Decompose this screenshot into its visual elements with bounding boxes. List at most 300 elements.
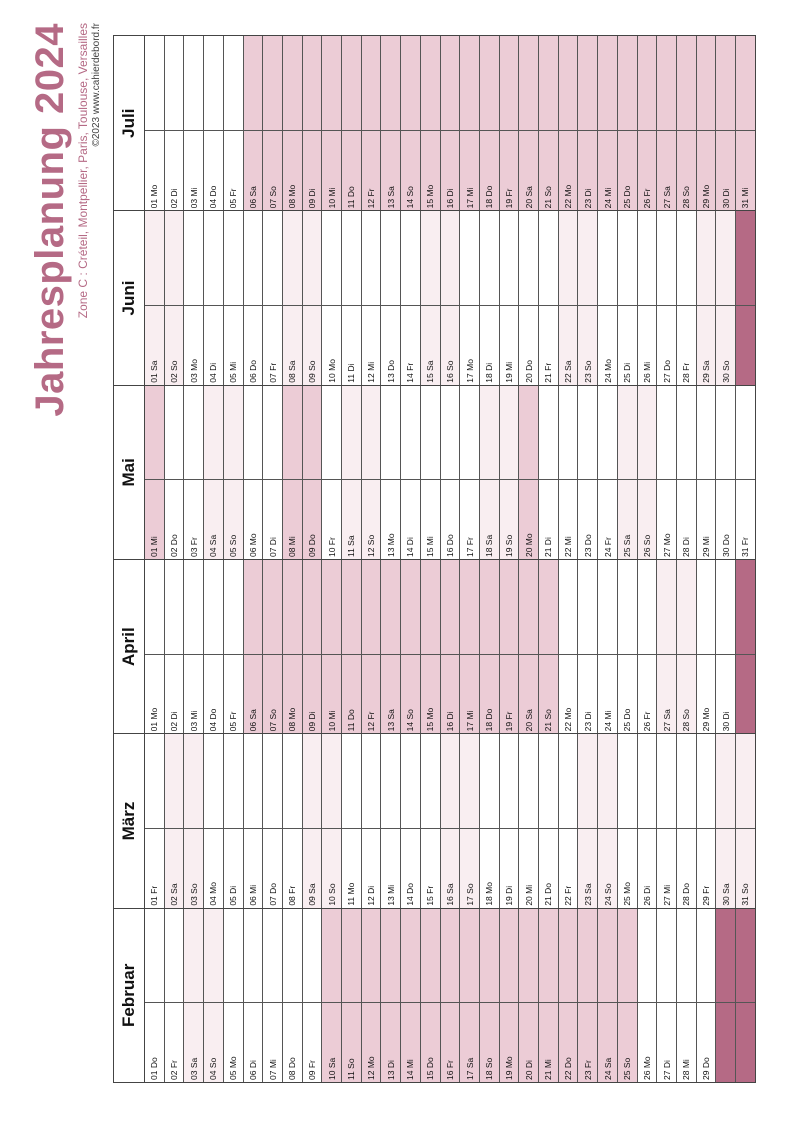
day-label: 05 Fr (224, 130, 243, 210)
day-note-cell (362, 36, 381, 130)
day-label: 10 Mi (322, 654, 341, 734)
day-label: 29 Mo (697, 654, 716, 734)
day-label: 12 So (362, 479, 381, 559)
day-label: 21 Do (539, 828, 558, 908)
day-note-cell (618, 734, 637, 828)
day-row (263, 560, 283, 733)
day-note-cell (539, 386, 558, 480)
day-note-cell (362, 734, 381, 828)
day-note-cell (480, 560, 499, 654)
day-label: 24 So (598, 828, 617, 908)
day-note-cell (184, 211, 203, 305)
day-label: 16 So (441, 305, 460, 385)
day-note-cell (401, 560, 420, 654)
day-note-cell (184, 909, 203, 1003)
day-note-cell (184, 36, 203, 130)
day-row (716, 386, 736, 559)
day-label: 21 So (539, 130, 558, 210)
day-label: 02 Do (165, 479, 184, 559)
day-note-cell (145, 909, 164, 1003)
day-note-cell (303, 909, 322, 1003)
day-row (263, 386, 283, 559)
day-label: 11 So (342, 1002, 361, 1082)
day-note-cell (539, 734, 558, 828)
day-note-cell (716, 734, 735, 828)
day-note-cell (539, 211, 558, 305)
day-label: 20 Mo (519, 479, 538, 559)
day-row (598, 386, 618, 559)
copyright-text: ©2023 www.cahierdebord.fr (91, 23, 102, 147)
day-row (303, 36, 323, 210)
day-note-cell (598, 36, 617, 130)
day-row (322, 386, 342, 559)
day-row (244, 734, 264, 907)
day-note-cell (401, 36, 420, 130)
day-row (342, 560, 362, 733)
day-note-cell (263, 36, 282, 130)
day-label: 11 Sa (342, 479, 361, 559)
day-note-cell (362, 386, 381, 480)
day-row (303, 211, 323, 384)
day-row (342, 734, 362, 907)
day-note-cell (381, 211, 400, 305)
day-list (145, 734, 755, 907)
day-note-cell (638, 560, 657, 654)
day-label: 14 So (401, 130, 420, 210)
day-note-cell (559, 560, 578, 654)
day-row (441, 386, 461, 559)
day-label: 19 So (500, 479, 519, 559)
day-row (677, 386, 697, 559)
day-note-cell (204, 560, 223, 654)
day-note-cell (421, 560, 440, 654)
day-note-cell (244, 211, 263, 305)
day-note-cell (204, 734, 223, 828)
day-row (165, 734, 185, 907)
day-note-cell (480, 734, 499, 828)
day-label: 19 Mi (500, 305, 519, 385)
day-row (638, 909, 658, 1082)
day-label: 23 Fr (578, 1002, 597, 1082)
day-list (145, 560, 755, 733)
day-label: 15 Sa (421, 305, 440, 385)
day-note-cell (244, 386, 263, 480)
day-note-cell (401, 386, 420, 480)
day-label: 14 Mi (401, 1002, 420, 1082)
day-label: 31 Fr (736, 479, 755, 559)
day-row (342, 386, 362, 559)
day-label: 08 Mi (283, 479, 302, 559)
day-note-cell (578, 909, 597, 1003)
day-row (618, 36, 638, 210)
day-row (303, 560, 323, 733)
day-label: 11 Di (342, 305, 361, 385)
day-note-cell (697, 909, 716, 1003)
day-label: 19 Di (500, 828, 519, 908)
day-label: 09 Di (303, 654, 322, 734)
day-row (677, 36, 697, 210)
day-note-cell (480, 211, 499, 305)
day-label: 30 Sa (716, 828, 735, 908)
day-label: 15 Fr (421, 828, 440, 908)
day-row (697, 909, 717, 1082)
day-row (460, 734, 480, 907)
day-note-cell (303, 211, 322, 305)
day-row (224, 909, 244, 1082)
month-header: März (114, 734, 145, 907)
day-row (421, 211, 441, 384)
day-label: 14 So (401, 654, 420, 734)
day-note-cell (460, 909, 479, 1003)
day-label: 12 Mi (362, 305, 381, 385)
day-label: 15 Mo (421, 654, 440, 734)
day-note-cell (716, 909, 735, 1003)
day-note-cell (401, 909, 420, 1003)
day-row (165, 386, 185, 559)
day-label: 19 Fr (500, 654, 519, 734)
day-row (224, 211, 244, 384)
day-row (362, 211, 382, 384)
day-row (480, 386, 500, 559)
day-note-cell (480, 36, 499, 130)
day-note-cell (224, 211, 243, 305)
empty-day-row (736, 909, 755, 1082)
day-label (716, 1002, 735, 1082)
day-row (283, 386, 303, 559)
day-row (145, 909, 165, 1082)
day-row (401, 734, 421, 907)
day-note-cell (500, 36, 519, 130)
day-label: 30 Di (716, 130, 735, 210)
day-note-cell (460, 36, 479, 130)
day-row (480, 909, 500, 1082)
day-row (618, 734, 638, 907)
day-label: 04 Do (204, 654, 223, 734)
day-row (263, 36, 283, 210)
day-note-cell (244, 36, 263, 130)
day-note-cell (500, 909, 519, 1003)
day-label: 11 Do (342, 654, 361, 734)
day-row (204, 734, 224, 907)
day-label: 04 Mo (204, 828, 223, 908)
day-note-cell (342, 560, 361, 654)
day-row (204, 560, 224, 733)
day-row (519, 909, 539, 1082)
day-label: 21 Mi (539, 1002, 558, 1082)
day-row (224, 560, 244, 733)
day-row (539, 560, 559, 733)
day-label: 05 Mi (224, 305, 243, 385)
month-header: Juli (114, 36, 145, 210)
day-row (559, 560, 579, 733)
day-row (244, 909, 264, 1082)
day-label: 29 Fr (697, 828, 716, 908)
day-label: 02 Sa (165, 828, 184, 908)
day-note-cell (224, 36, 243, 130)
day-note-cell (677, 560, 696, 654)
day-note-cell (677, 386, 696, 480)
day-label: 23 Do (578, 479, 597, 559)
day-row (500, 386, 520, 559)
day-label: 03 Sa (184, 1002, 203, 1082)
day-row (578, 211, 598, 384)
day-row (263, 734, 283, 907)
day-row (204, 36, 224, 210)
day-row (598, 734, 618, 907)
day-row (244, 36, 264, 210)
day-note-cell (500, 734, 519, 828)
day-note-cell (165, 909, 184, 1003)
day-label: 25 Do (618, 130, 637, 210)
day-note-cell (362, 560, 381, 654)
day-row (677, 560, 697, 733)
day-label: 12 Fr (362, 654, 381, 734)
day-note-cell (145, 211, 164, 305)
day-note-cell (519, 386, 538, 480)
day-note-cell (244, 734, 263, 828)
day-note-cell (697, 36, 716, 130)
day-row (283, 211, 303, 384)
day-label: 01 Mo (145, 130, 164, 210)
day-label: 29 Mo (697, 130, 716, 210)
day-note-cell (283, 909, 302, 1003)
day-label (736, 654, 755, 734)
day-row (460, 909, 480, 1082)
day-label: 28 So (677, 130, 696, 210)
day-label: 13 Sa (381, 654, 400, 734)
day-row (618, 560, 638, 733)
day-label: 26 Mo (638, 1002, 657, 1082)
month-column-februar (114, 908, 755, 1082)
day-note-cell (736, 36, 755, 130)
day-label: 24 Fr (598, 479, 617, 559)
month-column-april (114, 559, 755, 733)
day-row (559, 211, 579, 384)
day-note-cell (736, 734, 755, 828)
day-note-cell (283, 36, 302, 130)
day-note-cell (184, 734, 203, 828)
day-note-cell (381, 909, 400, 1003)
day-row (539, 734, 559, 907)
day-note-cell (204, 909, 223, 1003)
day-note-cell (184, 386, 203, 480)
day-note-cell (638, 386, 657, 480)
day-note-cell (500, 386, 519, 480)
day-note-cell (460, 386, 479, 480)
day-label: 20 Sa (519, 654, 538, 734)
day-note-cell (618, 560, 637, 654)
day-note-cell (657, 909, 676, 1003)
day-note-cell (559, 36, 578, 130)
day-label: 05 Fr (224, 654, 243, 734)
day-label: 01 Sa (145, 305, 164, 385)
day-note-cell (421, 36, 440, 130)
day-row (381, 36, 401, 210)
day-row (460, 560, 480, 733)
day-label: 23 So (578, 305, 597, 385)
day-label: 14 Do (401, 828, 420, 908)
day-note-cell (145, 560, 164, 654)
day-label: 26 Fr (638, 654, 657, 734)
day-label: 01 Do (145, 1002, 164, 1082)
day-note-cell (145, 36, 164, 130)
day-note-cell (559, 909, 578, 1003)
day-note-cell (441, 386, 460, 480)
day-label: 05 So (224, 479, 243, 559)
day-row (559, 36, 579, 210)
day-row (638, 211, 658, 384)
day-note-cell (500, 560, 519, 654)
day-row (145, 734, 165, 907)
day-label: 18 Do (480, 654, 499, 734)
day-label: 15 Mo (421, 130, 440, 210)
day-note-cell (460, 211, 479, 305)
day-row (322, 36, 342, 210)
day-row (638, 386, 658, 559)
day-label: 13 Mi (381, 828, 400, 908)
day-note-cell (697, 560, 716, 654)
day-note-cell (598, 909, 617, 1003)
day-row (657, 36, 677, 210)
day-label: 04 Do (204, 130, 223, 210)
day-label: 22 Do (559, 1002, 578, 1082)
day-label: 07 So (263, 654, 282, 734)
day-note-cell (598, 211, 617, 305)
day-label: 05 Di (224, 828, 243, 908)
day-label: 24 Mo (598, 305, 617, 385)
day-note-cell (401, 211, 420, 305)
day-label: 21 Fr (539, 305, 558, 385)
day-row (578, 386, 598, 559)
day-label: 02 So (165, 305, 184, 385)
day-note-cell (421, 734, 440, 828)
day-label: 22 Fr (559, 828, 578, 908)
day-label: 17 So (460, 828, 479, 908)
day-note-cell (559, 386, 578, 480)
day-label: 13 Sa (381, 130, 400, 210)
day-note-cell (342, 36, 361, 130)
day-note-cell (460, 560, 479, 654)
day-row (638, 560, 658, 733)
day-row (657, 211, 677, 384)
day-note-cell (184, 560, 203, 654)
day-row (165, 36, 185, 210)
month-column-märz (114, 733, 755, 907)
day-note-cell (441, 211, 460, 305)
day-row (657, 909, 677, 1082)
day-label: 10 Sa (322, 1002, 341, 1082)
day-label: 22 Mo (559, 130, 578, 210)
day-note-cell (224, 560, 243, 654)
day-note-cell (697, 386, 716, 480)
day-label: 23 Di (578, 130, 597, 210)
day-note-cell (578, 211, 597, 305)
day-label: 29 Do (697, 1002, 716, 1082)
day-label: 27 Do (657, 305, 676, 385)
day-label: 28 Di (677, 479, 696, 559)
day-note-cell (322, 36, 341, 130)
month-column-juli (114, 36, 755, 210)
day-label: 18 So (480, 1002, 499, 1082)
day-note-cell (519, 211, 538, 305)
day-row (638, 36, 658, 210)
day-note-cell (618, 909, 637, 1003)
day-label: 17 Sa (460, 1002, 479, 1082)
day-note-cell (283, 386, 302, 480)
day-note-cell (598, 560, 617, 654)
day-label: 18 Sa (480, 479, 499, 559)
day-note-cell (421, 909, 440, 1003)
day-row (224, 386, 244, 559)
day-label: 22 Mi (559, 479, 578, 559)
day-label: 28 Fr (677, 305, 696, 385)
day-row (263, 909, 283, 1082)
day-row (736, 734, 755, 907)
day-row (460, 211, 480, 384)
day-note-cell (283, 734, 302, 828)
day-label: 23 Sa (578, 828, 597, 908)
day-note-cell (578, 734, 597, 828)
day-note-cell (657, 734, 676, 828)
day-note-cell (421, 211, 440, 305)
day-note-cell (598, 386, 617, 480)
day-note-cell (263, 386, 282, 480)
page-title: Jahresplanung 2024 (28, 23, 72, 417)
day-note-cell (519, 909, 538, 1003)
day-label: 28 Do (677, 828, 696, 908)
day-row (539, 211, 559, 384)
day-row (519, 386, 539, 559)
day-row (441, 560, 461, 733)
day-note-cell (224, 734, 243, 828)
day-row (204, 909, 224, 1082)
day-label: 17 Mo (460, 305, 479, 385)
day-note-cell (381, 734, 400, 828)
day-label: 20 Di (519, 1002, 538, 1082)
day-row (342, 211, 362, 384)
day-label: 18 Di (480, 305, 499, 385)
day-label: 07 Di (263, 479, 282, 559)
day-label: 30 So (716, 305, 735, 385)
day-note-cell (677, 734, 696, 828)
day-row (421, 734, 441, 907)
day-note-cell (263, 909, 282, 1003)
day-note-cell (322, 211, 341, 305)
day-row (500, 36, 520, 210)
day-note-cell (362, 211, 381, 305)
day-list (145, 909, 755, 1082)
day-row (303, 386, 323, 559)
day-label: 04 Di (204, 305, 223, 385)
day-label: 07 Mi (263, 1002, 282, 1082)
day-label: 04 So (204, 1002, 223, 1082)
day-row (381, 386, 401, 559)
day-note-cell (145, 386, 164, 480)
day-row (500, 909, 520, 1082)
day-label: 20 Do (519, 305, 538, 385)
day-label: 27 Sa (657, 130, 676, 210)
day-row (598, 560, 618, 733)
day-row (519, 560, 539, 733)
day-row (539, 386, 559, 559)
day-label: 03 So (184, 828, 203, 908)
month-column-juni (114, 210, 755, 384)
day-row (578, 909, 598, 1082)
day-row (204, 211, 224, 384)
day-note-cell (224, 386, 243, 480)
day-label: 24 Sa (598, 1002, 617, 1082)
day-note-cell (165, 386, 184, 480)
